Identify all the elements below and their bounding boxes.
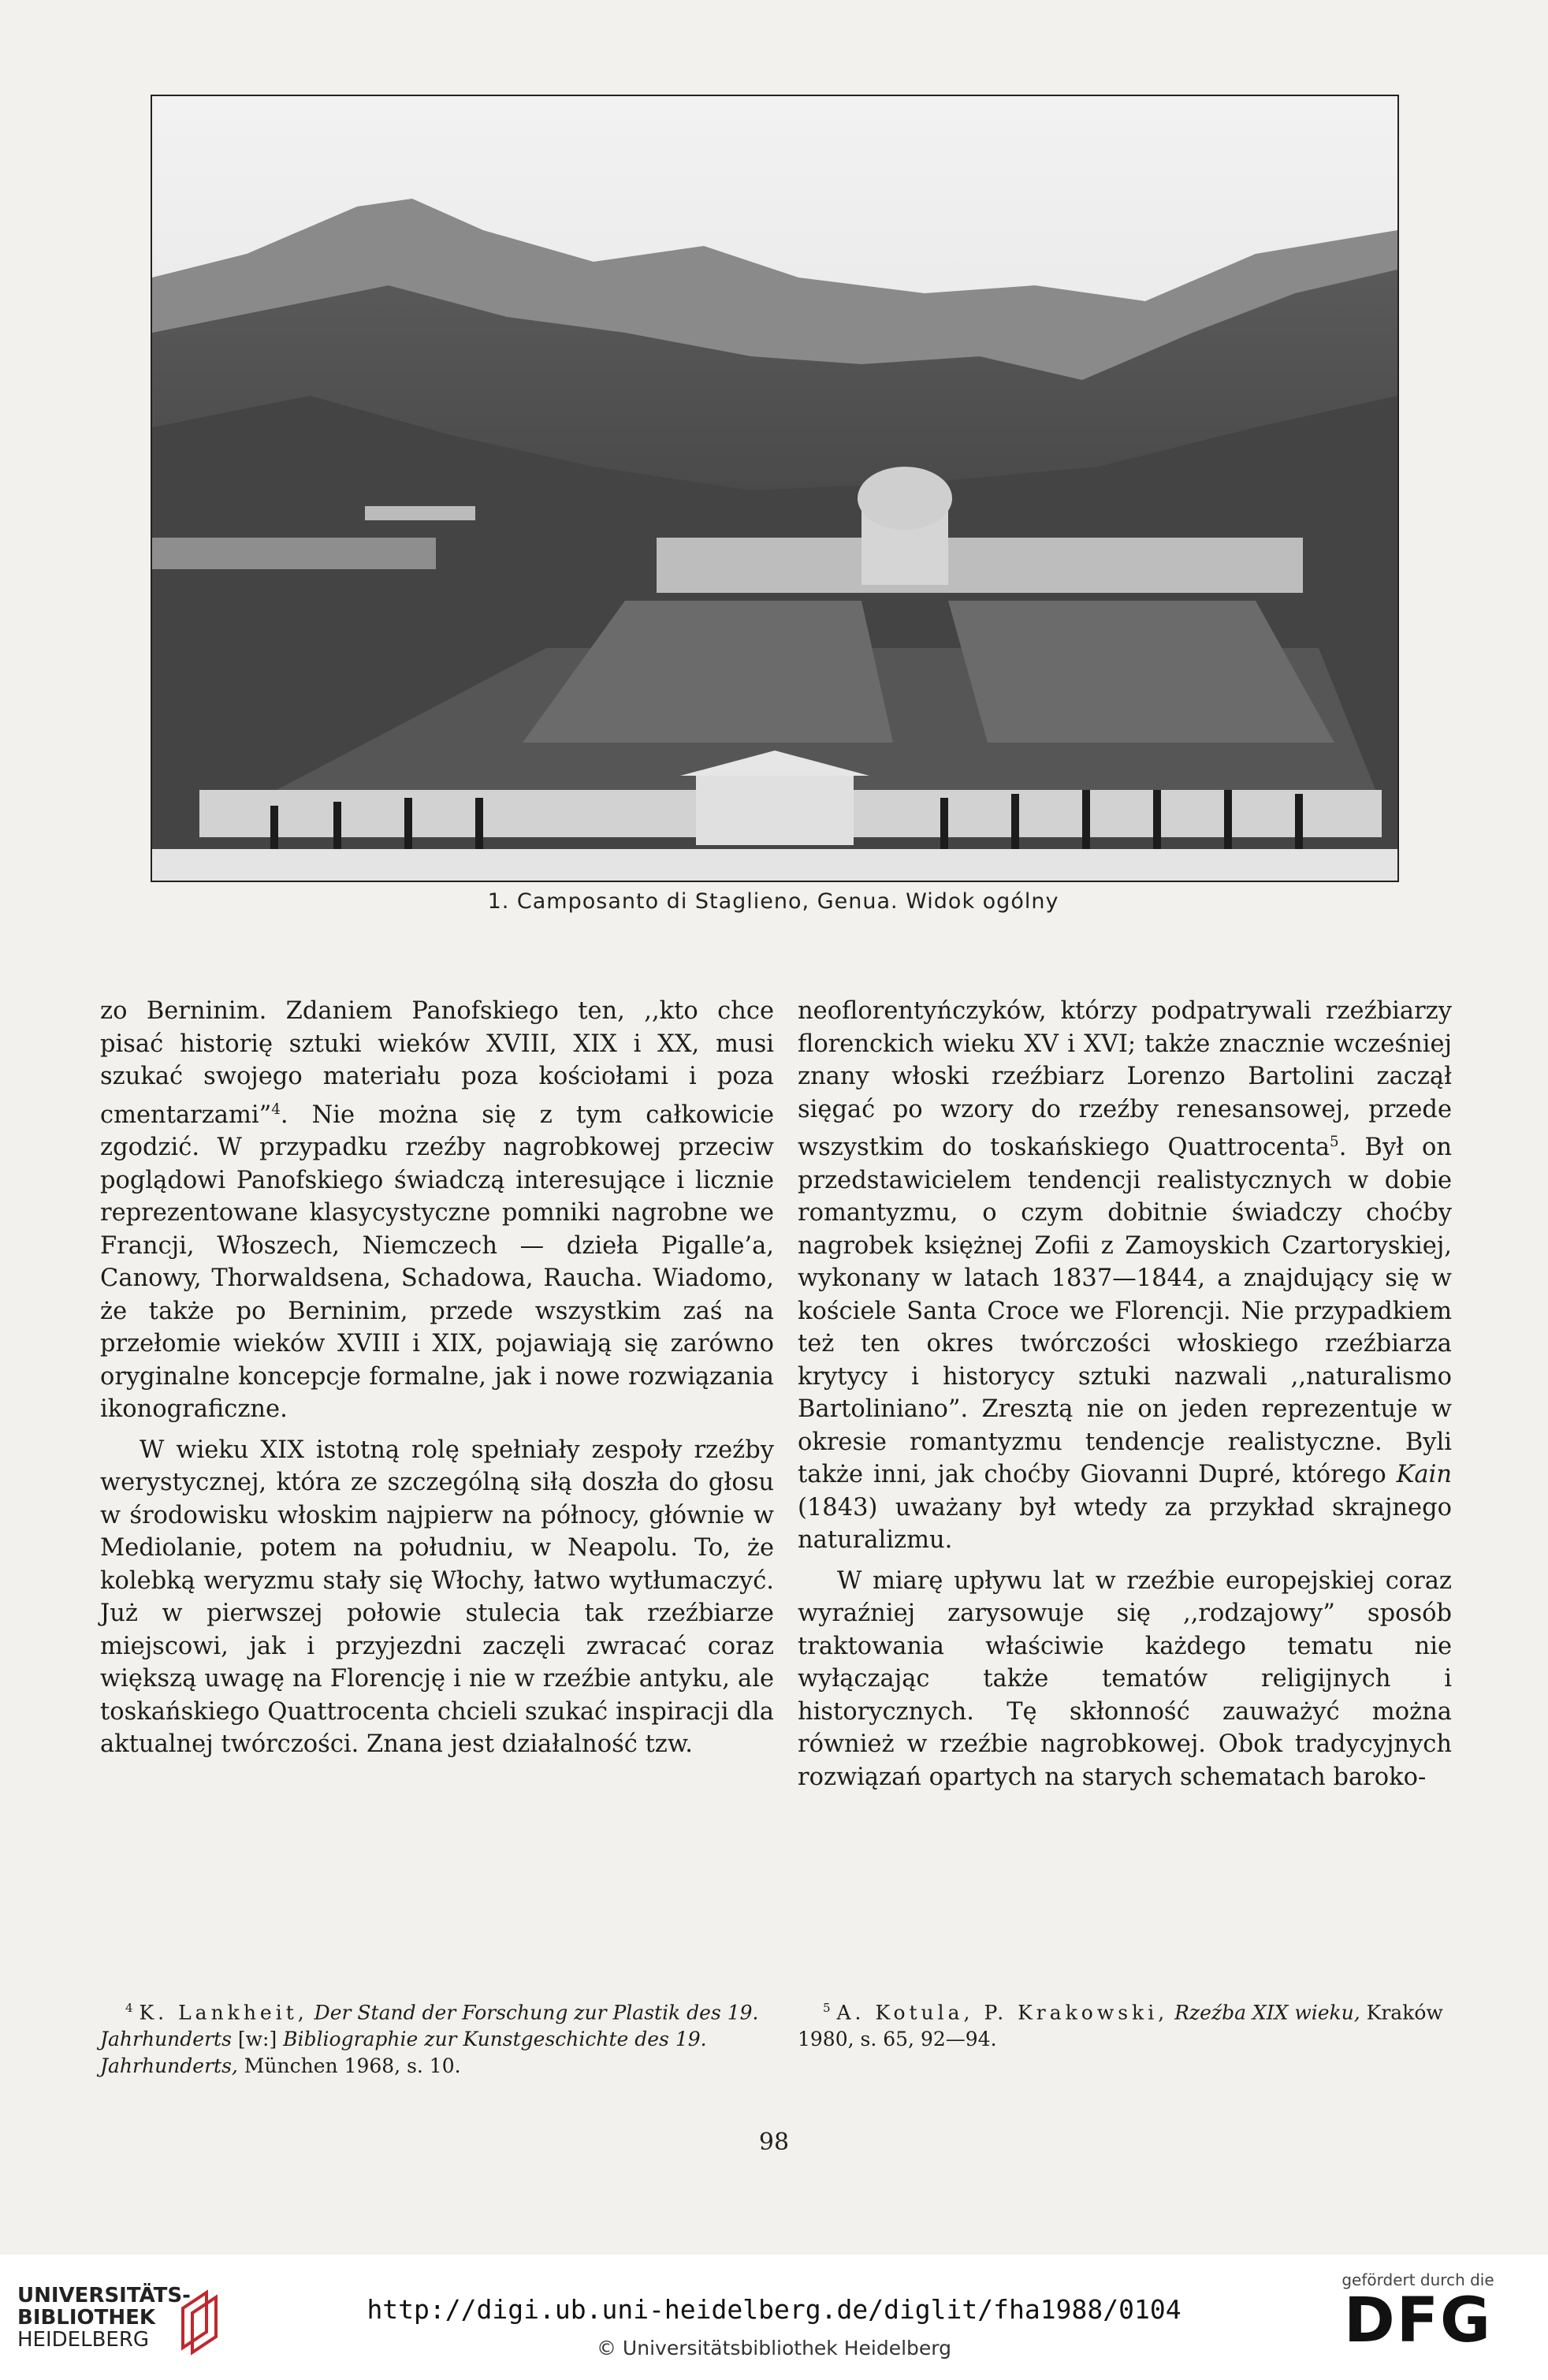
funder-name: DFG bbox=[1343, 2285, 1493, 2356]
viewer-footer bbox=[0, 2255, 1548, 2380]
funder-note: gefördert durch die bbox=[1341, 2270, 1494, 2289]
text-run: zo Berninim. Zdaniem Panofskiego ten, ,,kto chce pisać historię sztuki wieków XVIII, XIX i XX, musi szukać swojego materiału poza kościołami i poza cmentarzami” bbox=[100, 997, 774, 1129]
text-run: (1843) uważany był wtedy za przykład skrajnego naturalizmu. bbox=[798, 1493, 1452, 1555]
cemetery-photograph bbox=[151, 95, 1399, 882]
text-run: neoflorentyńczyków, którzy podpatrywali rzeźbiarzy florenckich wieku XV i XVI; także znacznie wcześniej znany włoski rzeźbiarz Lorenzo Bartolini zaczął sięgać po wzory do rzeźby renesansowej, przede wszystkim do toskańskiego Quattrocenta bbox=[798, 997, 1452, 1162]
footnote-title: Bibliographie zur Kunstgeschichte des 19. Jahrhunderts, bbox=[100, 2028, 707, 2078]
footnote-ref-5[interactable]: 5 bbox=[1330, 1134, 1339, 1150]
footnote-5 bbox=[798, 1995, 1452, 2053]
paragraph bbox=[798, 995, 1452, 1557]
footnote-title: Der Stand der Forschung zur Plastik des 19. Jahrhunderts bbox=[100, 2001, 759, 2051]
left-text-column bbox=[100, 995, 774, 1761]
footnote-text: München 1968, s. 10. bbox=[237, 2054, 461, 2078]
footnote-title: Rzeźba XIX wieku, bbox=[1174, 2001, 1360, 2024]
paragraph bbox=[100, 995, 774, 1426]
footnote-author: K. Lankheit, bbox=[139, 2001, 308, 2024]
footnote-author: A. Kotula, P. Krakowski, bbox=[836, 2001, 1169, 2024]
text-run: . Był on przedstawicielem tendencji realistycznych w dobie romantyzmu, o czym dobitnie świadczy choćby nagrobek księżnej Zofii z Zamoyskich Czartoryskiej, wykonany w latach 1837—1844, a znajdujący się w kościele Santa Croce we Florencji. Nie przypadkiem też ten okres twórczości włoskiego rzeźbiarza krytycy i historycy sztuki nazwali ,,naturalismo Bartoliniano”. Zresztą nie on jeden reprezentuje w okresie romantyzmu tendencje realistyczne. Byli także inni, jak choćby Giovanni Dupré, którego bbox=[798, 1134, 1452, 1489]
permalink-url[interactable]: http://digi.ub.uni-heidelberg.de/diglit/fha1988/0104 bbox=[367, 2294, 1181, 2325]
paragraph: W wieku XIX istotną rolę spełniały zespoły rzeźby werystycznej, która ze szczególną siłą doszła do głosu w środowisku włoskim najpierw na północy, głównie w Mediolanie, potem na południu, w Neapolu. To, że kolebką weryzmu stały się Włochy, łatwo wytłumaczyć. Już w pierwszej połowie stulecia tak rzeźbiarze miejscowi, jak i przyjezdni zaczęli zwracać coraz większą uwagę na Florencję i nie w rzeźbie antyku, ale toskańskiego Quattrocenta chcieli szukać inspiracji dla aktualnej twórczości. Znana jest działalność tzw. bbox=[100, 1436, 774, 1759]
footnote-4 bbox=[100, 1995, 778, 2080]
dfg-logo[interactable] bbox=[1327, 2270, 1509, 2356]
paragraph: W miarę upływu lat w rzeźbie europejskiej coraz wyraźniej zarysowuje się ,,rodzajowy” sposób traktowania właściwie każdego tematu nie wyłączając także tematów religijnych i historycznych. Tę skłonność zauważyć można również w rzeźbie nagrobkowej. Obok tradycyjnych rozwiązań opartych na starych schematach baroko- bbox=[798, 1566, 1452, 1791]
page-number: 98 bbox=[758, 2129, 790, 2156]
work-title: Kain bbox=[1396, 1461, 1452, 1489]
footnote-number: 5 bbox=[823, 2001, 831, 2015]
text-run: . Nie można się z tym całkowicie zgodzić. W przypadku rzeźby nagrobkowej przeciw poglądowi Panofskiego świadczą interesujące i licznie reprezentowane klasycystyczne pomniki nagrobne we Francji, Włoszech, Niemczech — dzieła Pigalle’a, Canowy, Thorwaldsena, Schadowa, Raucha. Wiadomo, że także po Berninim, przede wszystkim zaś na przełomie wieków XVIII i XIX, pojawiają się zarówno oryginalne koncepcje formalne, jak i nowe rozwiązania ikonograficzne. bbox=[100, 1101, 774, 1424]
footnote-text: [w:] bbox=[231, 2028, 284, 2051]
library-line: BIBLIOTHEK bbox=[17, 2306, 156, 2330]
library-line: UNIVERSITÄTS- bbox=[17, 2284, 191, 2307]
right-text-column bbox=[798, 995, 1452, 1793]
footnote-ref-4[interactable]: 4 bbox=[271, 1101, 281, 1118]
library-line: HEIDELBERG bbox=[17, 2328, 150, 2352]
photo-illustration bbox=[152, 96, 1397, 881]
figure-caption: 1. Camposanto di Staglieno, Genua. Widok ogólny bbox=[487, 889, 1059, 914]
footnote-number: 4 bbox=[125, 2001, 133, 2015]
footnote-text: Kraków 1980, s. 65, 92—94. bbox=[798, 2001, 1443, 2051]
copyright-notice: © Universitätsbibliothek Heidelberg bbox=[596, 2337, 951, 2360]
